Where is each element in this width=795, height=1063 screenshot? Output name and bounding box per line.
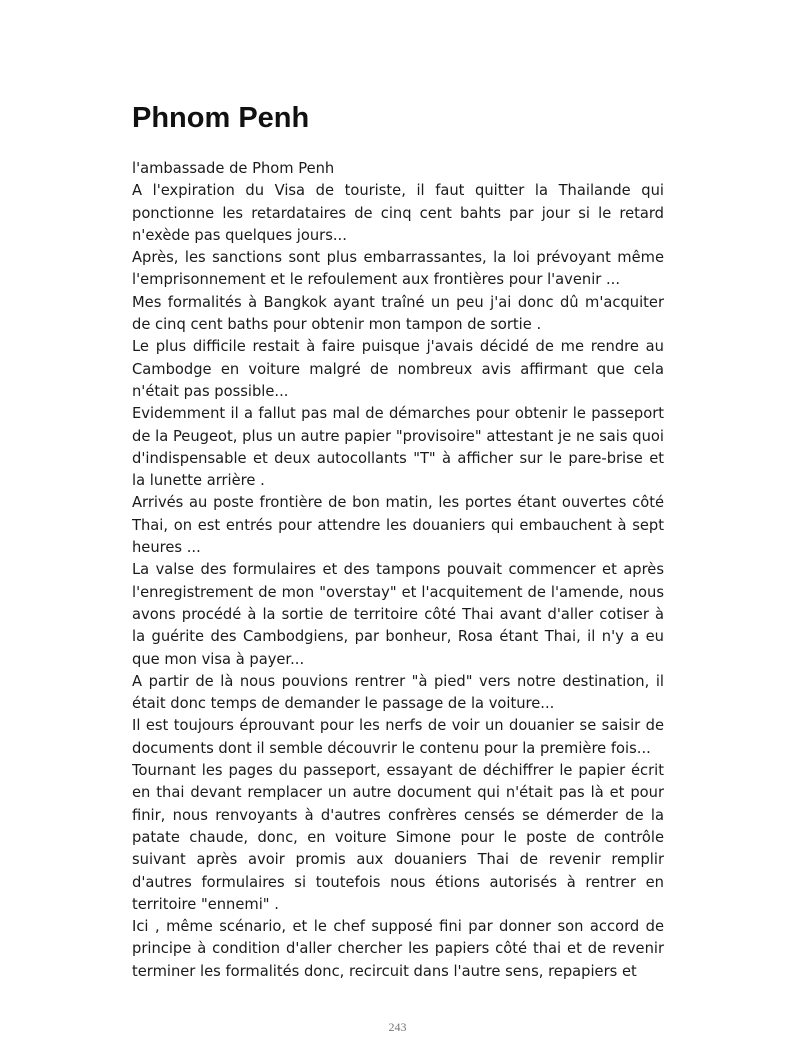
paragraph: Après, les sanctions sont plus embarrassantes, la loi prévoyant même l'emprisonnement et le refoulement aux frontières pour l'avenir ... (132, 249, 664, 289)
paragraph: Ici , même scénario, et le chef supposé fini par donner son accord de principe à condition d'aller chercher les papiers côté thai et de revenir terminer les formalités donc, recircuit dans l'autre sens, repapiers et (132, 918, 664, 980)
paragraph: A l'expiration du Visa de touriste, il faut quitter la Thailande qui ponctionne les retardataires de cinq cent bahts par jour si le retard n'exède pas quelques jours... (132, 182, 664, 244)
paragraph: La valse des formulaires et des tampons pouvait commencer et après l'enregistrement de mon "overstay" et l'acquitement de l'amende, nous avons procédé à la sortie de territoire côté Thai avant d'aller cotiser à la guérite des Cambodgiens, par bonheur, Rosa étant Thai, il n'y a eu que mon visa à payer... (132, 561, 664, 668)
page-number: 243 (388, 1020, 407, 1034)
body-text (132, 158, 664, 983)
paragraph: Il est toujours éprouvant pour les nerfs de voir un douanier se saisir de documents dont il semble découvrir le contenu pour la première fois... (132, 717, 664, 757)
paragraph: A partir de là nous pouvions rentrer "à pied" vers notre destination, il était donc temps de demander le passage de la voiture... (132, 672, 664, 713)
paragraph: Evidemment il a fallut pas mal de démarches pour obtenir le passeport de la Peugeot, plus un autre papier "provisoire" attestant je ne sais quoi d'indispensable et deux autocollants "T" à afficher sur le pare-brise et la lunette arrière . (132, 405, 664, 490)
paragraph: Le plus difficile restait à faire puisque j'avais décidé de me rendre au Cambodge en voiture malgré de nombreux avis affirmant que cela n'était pas possible... (132, 338, 664, 400)
paragraph: Tournant les pages du passeport, essayant de déchiffrer le papier écrit en thai devant remplacer un autre document qui n'était pas là et pour finir, nous renvoyants à d'autres confrères censés se démerder de la patate chaude, donc, en voiture Simone pour le poste de contrôle suivant après avoir promis aux douaniers Thai de revenir remplir d'autres formulaires si toutefois nous étions autorisés à rentrer en territoire "ennemi" . (132, 762, 664, 913)
page-title: Phnom Penh (132, 102, 310, 134)
paragraph: Mes formalités à Bangkok ayant traîné un peu j'ai donc dû m'acquiter de cinq cent baths pour obtenir mon tampon de sortie . (132, 293, 664, 334)
paragraph: Arrivés au poste frontière de bon matin, les portes étant ouvertes côté Thai, on est entrés pour attendre les douaniers qui embauchent à sept heures ... (132, 494, 664, 557)
paragraph: l'ambassade de Phom Penh (132, 160, 335, 177)
